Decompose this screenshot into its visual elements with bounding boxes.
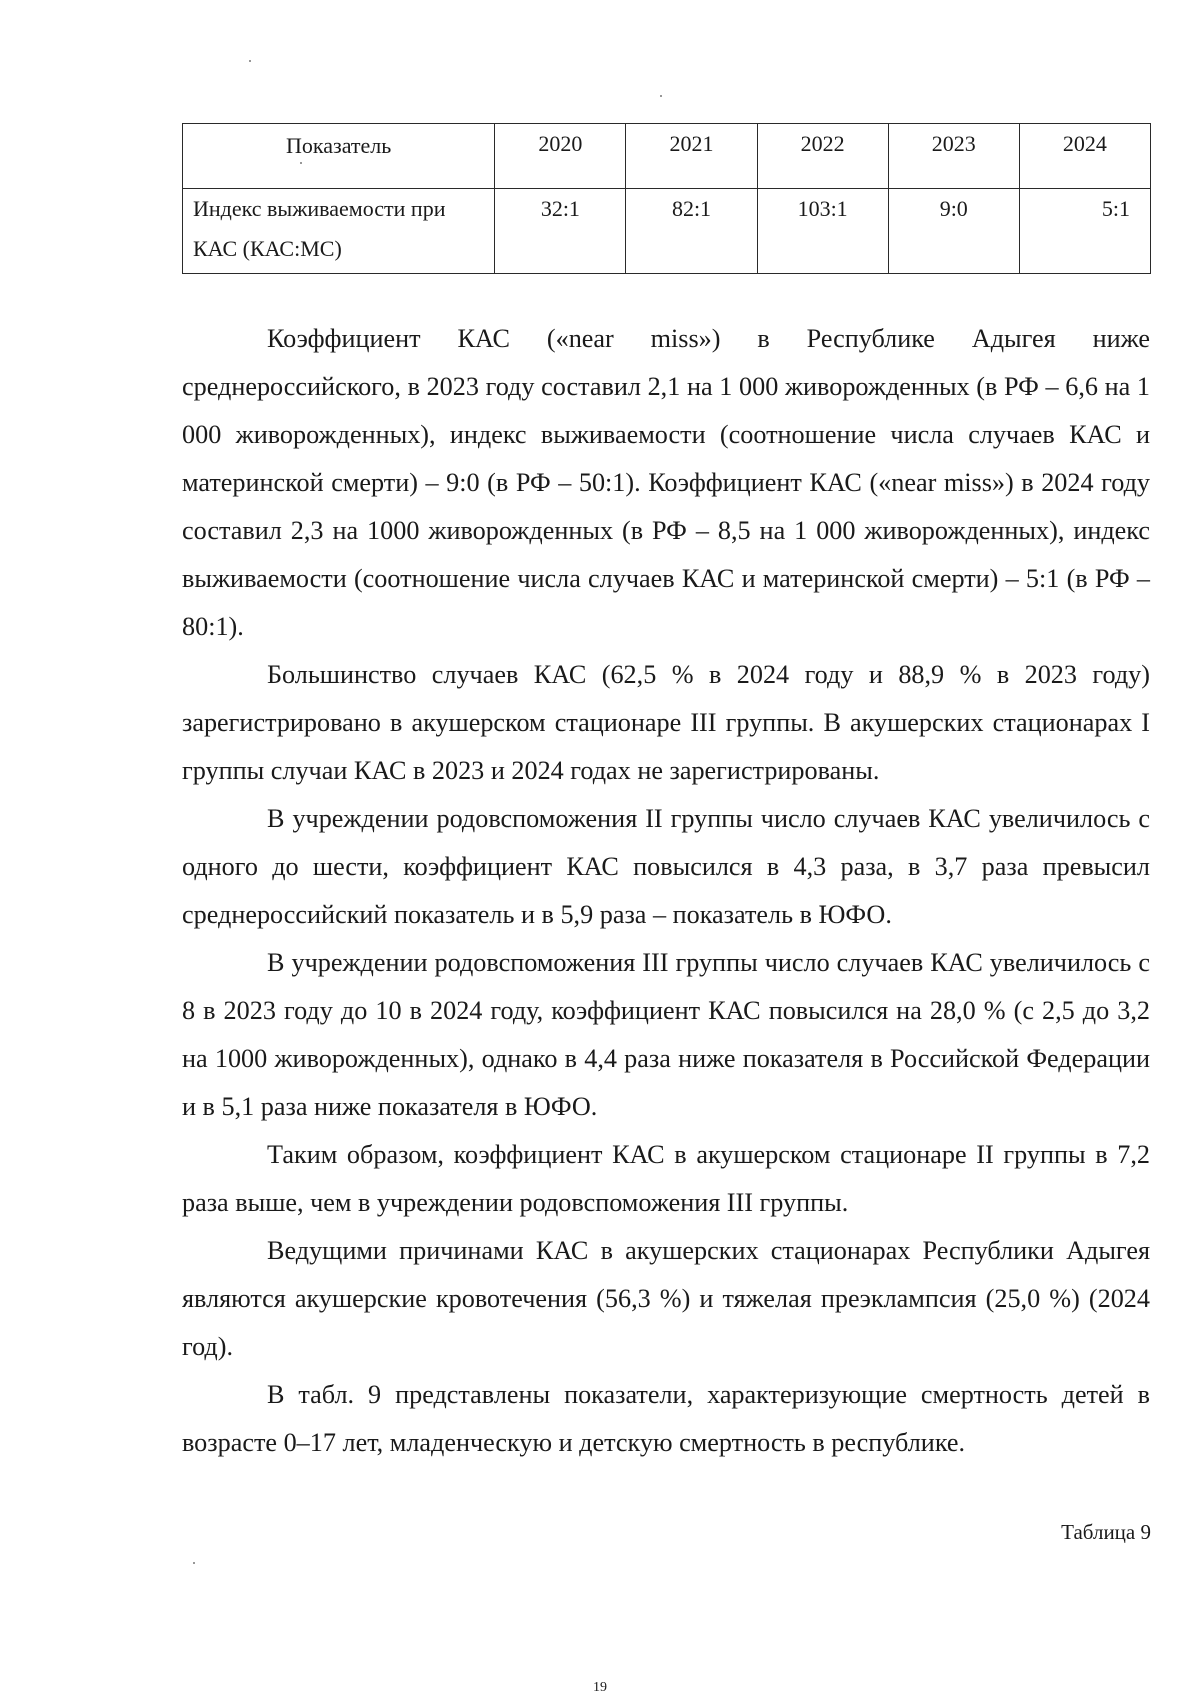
table-row	[183, 189, 1151, 274]
scan-speck	[193, 1562, 195, 1564]
table-cell: 32:1	[495, 189, 626, 274]
table-cell: 5:1	[1019, 189, 1150, 274]
table-header-cell: 2022	[757, 124, 888, 189]
paragraph-table-reference: В табл. 9 представлены показатели, характеризующие смертность детей в возрасте 0–17 лет, младенческую и детскую смертность в республике.	[182, 1380, 1150, 1457]
survival-index-table	[182, 123, 1151, 274]
table-header-cell: 2024	[1019, 124, 1150, 189]
body-text	[182, 315, 1150, 1467]
table-header-cell: 2021	[626, 124, 757, 189]
table-header-row	[183, 124, 1151, 189]
scan-speck	[249, 60, 251, 62]
paragraph-group-two: В учреждении родовспоможения II группы число случаев КАС увеличилось с одного до шести, коэффициент КАС повысился в 4,3 раза, в 3,7 раза превысил среднероссийский показатель и в 5,9 раза – показатель в ЮФО.	[182, 804, 1150, 929]
paragraph-leading-causes: Ведущими причинами КАС в акушерских стационарах Республики Адыгея являются акушерские кровотечения (56,3 %) и тяжелая преэклампсия (25,0 %) (2024 год).	[182, 1236, 1150, 1361]
table-header-cell: Показатель	[183, 124, 495, 189]
table-header-cell: 2020	[495, 124, 626, 189]
paragraph-kas-majority: Большинство случаев КАС (62,5 % в 2024 году и 88,9 % в 2023 году) зарегистрировано в акушерском стационаре III группы. В акушерских стационарах I группы случаи КАС в 2023 и 2024 годах не зарегистрированы.	[182, 660, 1150, 785]
scan-speck	[300, 162, 302, 164]
paragraph-conclusion: Таким образом, коэффициент КАС в акушерском стационаре II группы в 7,2 раза выше, чем в учреждении родовспоможения III группы.	[182, 1140, 1150, 1217]
table-row-label: Индекс выживаемости при КАС (КАС:МС)	[183, 189, 495, 274]
table-header-cell: 2023	[888, 124, 1019, 189]
table-cell: 9:0	[888, 189, 1019, 274]
scan-speck	[660, 95, 662, 97]
page-number: 19	[593, 1680, 607, 1695]
table-cell: 82:1	[626, 189, 757, 274]
table-cell: 103:1	[757, 189, 888, 274]
table-caption: Таблица 9	[1061, 1520, 1151, 1544]
paragraph-group-three: В учреждении родовспоможения III группы число случаев КАС увеличилось с 8 в 2023 году до 10 в 2024 году, коэффициент КАС повысился на 28,0 % (с 2,5 до 3,2 на 1000 живорожденных), однако в 4,4 раза ниже показателя в Российской Федерации и в 5,1 раза ниже показателя в ЮФО.	[182, 948, 1150, 1121]
paragraph-kas-coefficient: Коэффициент КАС («near miss») в Республике Адыгея ниже среднероссийского, в 2023 году составил 2,1 на 1 000 живорожденных (в РФ – 6,6 на 1 000 живорожденных), индекс выживаемости (соотношение числа случаев КАС и материнской смерти) – 9:0 (в РФ – 50:1). Коэффициент КАС («near miss») в 2024 году составил 2,3 на 1000 живорожденных (в РФ – 8,5 на 1 000 живорожденных), индекс выживаемости (соотношение числа случаев КАС и материнской смерти) – 5:1 (в РФ – 80:1).	[182, 324, 1150, 641]
